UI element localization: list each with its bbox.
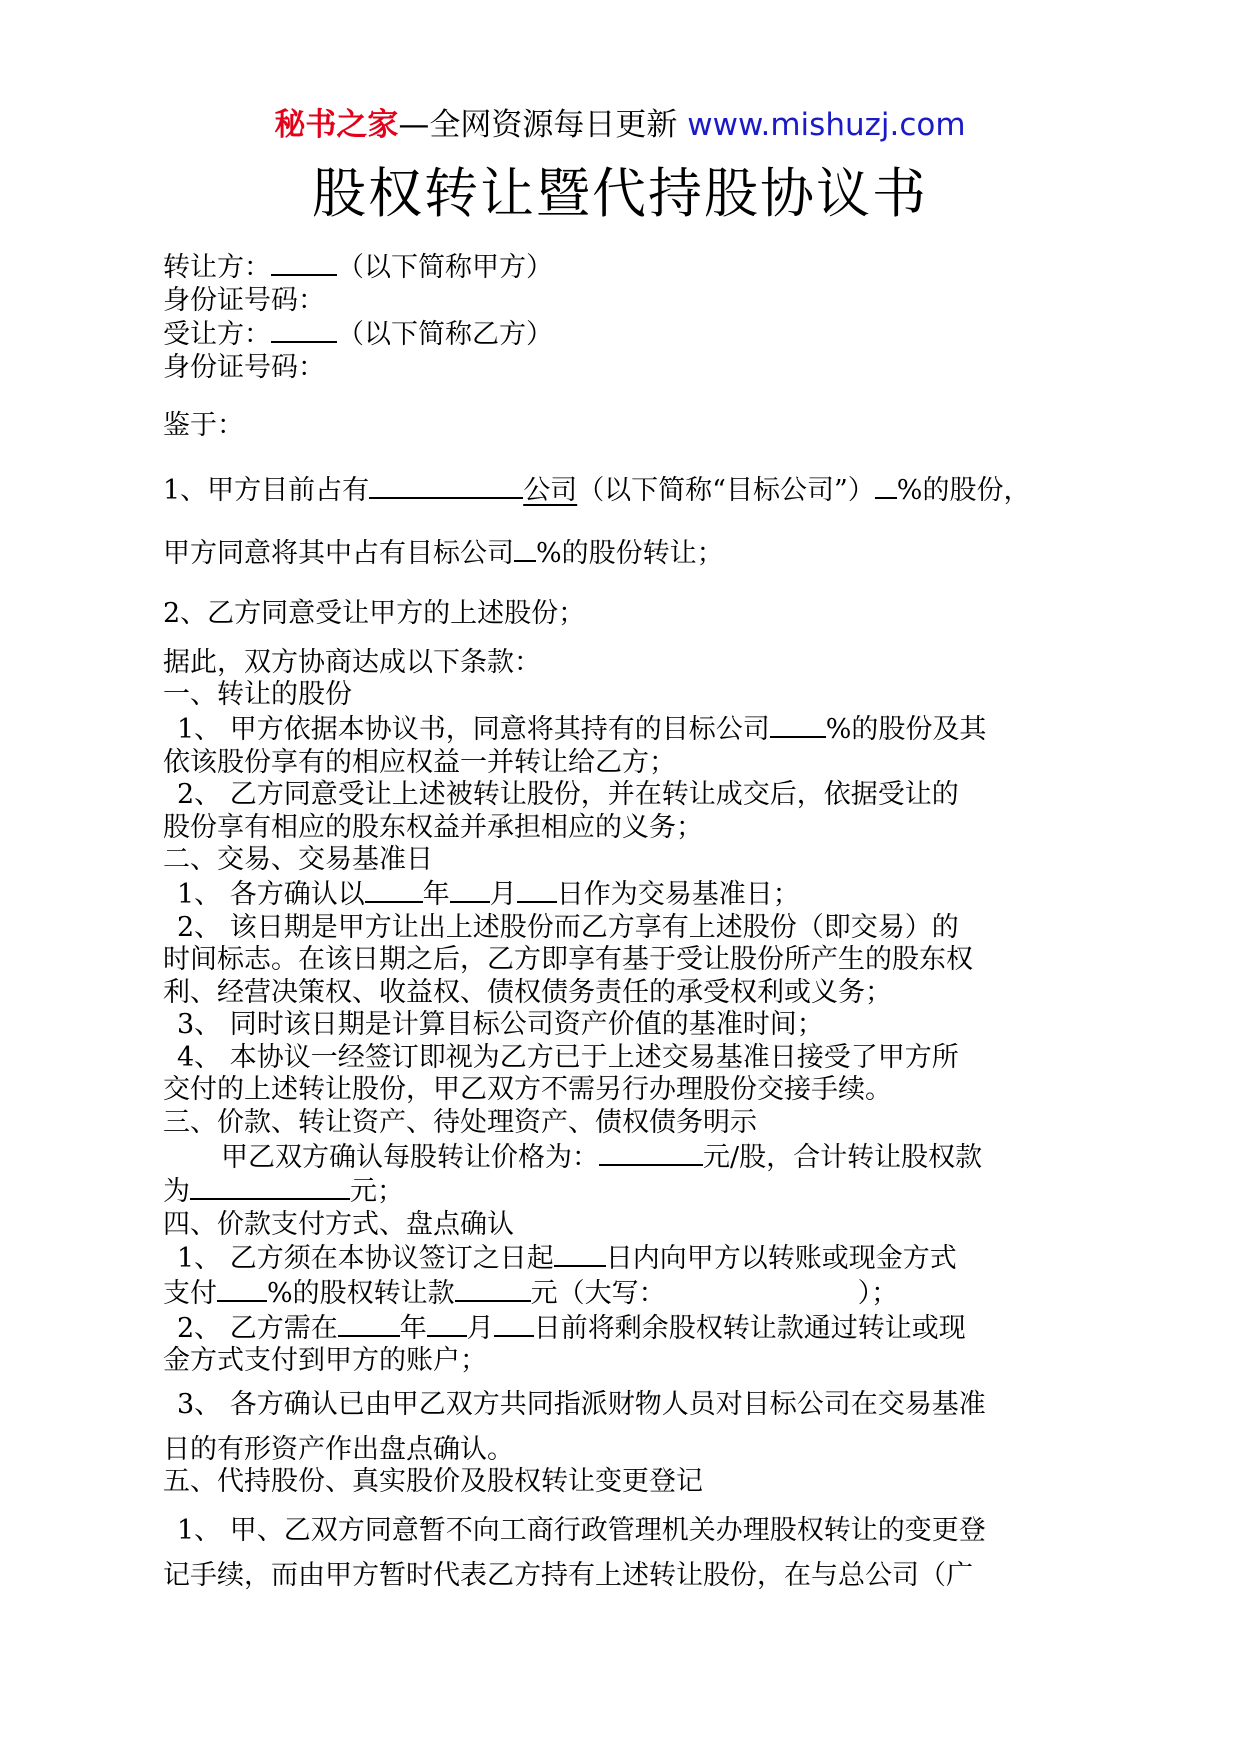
section-3-line-1	[163, 1140, 1075, 1175]
month-label-1: 月	[489, 878, 517, 910]
document-title: 股权转让暨代持股协议书	[312, 162, 928, 225]
percent-blank-2	[514, 536, 536, 562]
section-1-item-1-cont: 依该股份享有的相应权益一并转让给乙方；	[163, 746, 676, 778]
percent-text-2: %的股份转让；	[536, 537, 724, 569]
section-1-item-2: 2、 乙方同意受让上述被转让股份，并在转让成交后，依据受让的	[177, 779, 959, 811]
section-4-item-1-cont	[163, 1276, 1075, 1311]
transferee-blank	[271, 317, 337, 343]
agreement-intro: 据此，双方协商达成以下条款：	[163, 646, 541, 678]
company-blank	[369, 473, 523, 499]
transferor-blank	[271, 250, 337, 276]
year-blank-2	[338, 1311, 400, 1337]
whereas-item-1-cont	[163, 536, 1075, 571]
percent-blank-1	[875, 473, 897, 499]
month-blank-1	[450, 877, 490, 903]
whereas-item-1-text: 1、甲方目前占有	[163, 474, 370, 506]
section-3-line-2	[163, 1174, 1075, 1209]
section-4-item-1	[163, 1241, 1075, 1276]
section-1-heading: 一、转让的股份	[163, 679, 352, 711]
section-1-item-1-text: 1、 甲方依据本协议书，同意将其持有的目标公司	[177, 713, 770, 745]
transferor-suffix: （以下简称甲方）	[337, 252, 553, 283]
section-5-item-1-cont: 记手续，而由甲方暂时代表乙方持有上述转让股份，在与总公司（广	[163, 1560, 973, 1592]
section-3-total-label: 为	[163, 1176, 190, 1208]
section-2-item-2-cont-2: 利、经营决策权、收益权、债权债务责任的承受权利或义务；	[163, 976, 892, 1008]
section-4-item-2	[163, 1311, 1075, 1346]
payment-percent-blank	[217, 1276, 267, 1302]
brand-name: 秘书之家	[274, 107, 399, 143]
id-line-1: 身份证号码：	[163, 284, 325, 316]
section-4-item-1-tail: 日内向甲方以转账或现金方式	[605, 1243, 957, 1275]
year-blank-1	[365, 877, 423, 903]
section-5-heading: 五、代持股份、真实股价及股权转让变更登记	[163, 1465, 703, 1497]
section-4-heading: 四、价款支付方式、盘点确认	[163, 1208, 514, 1240]
section-4-item-2-tail: 日前将剩余股权转让款通过转让或现	[533, 1312, 966, 1344]
section-3-price-unit: 元/股，合计转让股权款	[703, 1141, 983, 1173]
price-per-share-blank	[599, 1140, 703, 1166]
payment-amount-caps-label: 元（大写：	[530, 1278, 666, 1310]
transferee-suffix: （以下简称乙方）	[337, 319, 553, 351]
section-1-item-1	[163, 712, 1075, 747]
section-2-item-1-text: 1、 各方确认以	[177, 878, 365, 910]
section-2-item-4: 4、 本协议一经签订即视为乙方已于上述交易基准日接受了甲方所	[177, 1041, 959, 1073]
section-1-percent-blank	[770, 712, 826, 738]
section-2-item-2: 2、 该日期是甲方让出上述股份而乙方享有上述股份（即交易）的	[177, 911, 959, 943]
total-amount-blank	[190, 1174, 350, 1200]
transferee-line	[163, 317, 1075, 352]
day-blank-1	[517, 877, 557, 903]
payment-amount-blank	[455, 1276, 531, 1302]
payment-percent-text: %的股权转让款	[267, 1278, 455, 1310]
site-header	[0, 104, 1240, 146]
section-2-item-4-cont: 交付的上述转让股份，甲乙双方不需另行办理股份交接手续。	[163, 1074, 892, 1106]
transferee-label: 受让方：	[163, 319, 271, 351]
section-1-item-1-tail: %的股份及其	[825, 713, 987, 745]
payment-label: 支付	[163, 1278, 217, 1310]
document-body	[163, 250, 1075, 1598]
section-4-item-2-cont: 金方式支付到甲方的账户；	[163, 1345, 487, 1377]
whereas-item-1-cont-text: 甲方同意将其中占有目标公司	[163, 537, 514, 569]
whereas-item-1	[163, 473, 1075, 508]
year-label-2: 年	[399, 1312, 427, 1344]
percent-text-1: %的股份，	[896, 474, 1031, 506]
year-label-1: 年	[422, 878, 450, 910]
day-blank-2	[494, 1311, 534, 1337]
section-4-item-3-cont: 日的有形资产作出盘点确认。	[163, 1433, 514, 1465]
section-1-item-2-cont: 股份享有相应的股东权益并承担相应的义务；	[163, 811, 703, 843]
transferor-line	[163, 250, 1075, 285]
section-4-item-1-text: 1、 乙方须在本协议签订之日起	[177, 1243, 554, 1275]
whereas-heading: 鉴于：	[163, 410, 244, 442]
target-company-note: （以下简称“目标公司”）	[577, 474, 875, 506]
section-3-price-label: 甲乙双方确认每股转让价格为：	[221, 1141, 599, 1173]
month-label-2: 月	[466, 1312, 494, 1344]
section-2-item-3: 3、 同时该日期是计算目标公司资产价值的基准时间；	[177, 1009, 824, 1041]
section-2-item-1	[163, 877, 1075, 912]
slogan: —全网资源每日更新	[398, 107, 688, 143]
whereas-item-2: 2、乙方同意受让甲方的上述股份；	[163, 598, 586, 630]
section-5-item-1: 1、 甲、乙双方同意暂不向工商行政管理机关办理股权转让的变更登	[177, 1515, 986, 1547]
section-2-item-1-tail: 日作为交易基准日；	[556, 878, 800, 910]
transferor-label: 转让方：	[163, 252, 271, 283]
section-3-total-unit: 元；	[350, 1176, 404, 1208]
payment-amount-caps-close: ）；	[857, 1278, 899, 1310]
section-2-heading: 二、交易、交易基准日	[163, 844, 433, 876]
site-url[interactable]: www.mishuzj.com	[687, 107, 966, 143]
month-blank-2	[427, 1311, 467, 1337]
days-blank	[554, 1241, 606, 1267]
section-3-heading: 三、价款、转让资产、待处理资产、债权债务明示	[163, 1107, 757, 1139]
company-word: 公司	[523, 474, 578, 506]
section-4-item-3: 3、 各方确认已由甲乙双方共同指派财物人员对目标公司在交易基准	[177, 1388, 986, 1420]
section-4-item-2-text: 2、 乙方需在	[177, 1312, 338, 1344]
id-line-2: 身份证号码：	[163, 351, 325, 383]
section-2-item-2-cont-1: 时间标志。在该日期之后，乙方即享有基于受让股份所产生的股东权	[163, 944, 973, 976]
